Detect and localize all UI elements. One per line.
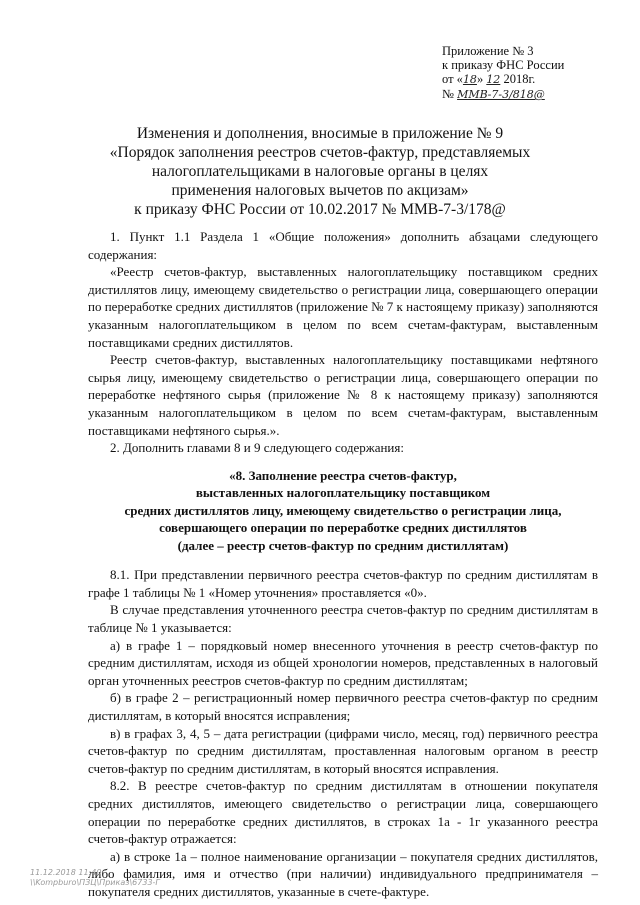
paragraph-4: 2. Дополнить главами 8 и 9 следующего содержания: <box>110 440 404 456</box>
footer-stamp <box>30 868 160 888</box>
section-paragraph-item-a-1a: а) в строке 1а – полное наименование организации – покупателя средних дистиллятов, либо фамилия, имя и отчество (при наличии) индивидуального предпринимателя – покупателя средних дистиллятов, указанные в счете-фактуре. <box>88 848 598 899</box>
paragraph-3: Реестр счетов-фактур, выставленных налогоплательщику поставщиками нефтяного сырья лицу, имеющему свидетельство о регистрации лица, совершающего операции по переработке нефтяного сырья (приложение № 8 к настоящему приказу) заполняются указанным налогоплательщиком в целом по всем счетам-фактурам, выставленным поставщиками нефтяного сырья.». <box>88 352 598 438</box>
section-heading-line: «8. Заполнение реестра счетов-фактур, <box>229 467 457 483</box>
section-heading-line: совершающего операции по переработке средних дистиллятов <box>159 520 527 536</box>
section-heading-line: выставленных налогоплательщику поставщиком <box>195 485 491 501</box>
date-mid: » <box>476 72 484 86</box>
title-line: Изменения и дополнения, вносимые в приложение № 9 <box>136 125 504 142</box>
section-heading-line: (далее – реестр счетов-фактур по средним дистиллятам) <box>177 537 509 553</box>
date-day: 18 <box>462 73 477 86</box>
paragraph-1: 1. Пункт 1.1 Раздела 1 «Общие положения» дополнить абзацами следующего содержания: <box>88 229 598 262</box>
title-line: налогоплательщиками в налоговые органы в целях <box>151 163 489 180</box>
title-line: к приказу ФНС России от 10.02.2017 № ММВ-7-3/178@ <box>134 201 506 218</box>
number-prefix: № <box>442 87 454 101</box>
section-paragraph-item-a: а) в графе 1 – порядковый номер внесенного уточнения в реестр счетов-фактур по средним дистиллятам, исходя из общей хронологии номеров, представленных в налоговый орган уточненных реестров счетов-фактур по средним дистиллятам; <box>88 637 598 688</box>
appendix-title: Приложение № 3 <box>442 44 534 58</box>
section-paragraph-item-v: в) в графах 3, 4, 5 – дата регистрации (цифрами число, месяц, год) первичного реестра счетов-фактур по средним дистиллятам, проставленная налоговым органом в реестр счетов-фактур по средним дистиллятам, в который вносятся исправления. <box>88 725 598 776</box>
document-title <box>60 124 580 219</box>
section-heading <box>88 467 598 555</box>
appendix-block <box>442 44 622 102</box>
paragraph-2: «Реестр счетов-фактур, выставленных налогоплательщику поставщиком средних дистиллятов лицу, имеющему свидетельство о регистрации лица, совершающего операции по переработке средних дистиллятов (приложение № 7 к настоящему приказу) заполняются указанным налогоплательщиком в целом по всем счетам-фактурам, выставленным поставщиками средних дистиллятов. <box>88 264 598 350</box>
footer-path: \\Kompburo\ПЗЦ\Приказ\6733-Г <box>30 878 160 887</box>
section-paragraph-item-b: б) в графе 2 – регистрационный номер первичного реестра счетов-фактур по средним дистиллятам, в который вносятся исправления; <box>88 690 598 723</box>
appendix-number <box>442 87 622 102</box>
footer-timestamp: 11.12.2018 11:40 <box>30 868 102 877</box>
date-year: 2018г. <box>503 72 536 86</box>
document-body <box>88 228 598 901</box>
section-paragraph: В случае представления уточненного реестра счетов-фактур по средним дистиллятам в таблице № 1 указывается: <box>88 602 598 635</box>
title-line: «Порядок заполнения реестров счетов-фактур, представляемых <box>109 144 531 161</box>
date-month: 12 <box>486 73 501 86</box>
date-prefix: от « <box>442 72 463 86</box>
appendix-order-ref: к приказу ФНС России <box>442 58 565 72</box>
appendix-date <box>442 72 622 87</box>
number-value: ММВ-7-3/818@ <box>457 88 545 101</box>
section-paragraph-8-2: 8.2. В реестре счетов-фактур по средним дистиллятам в отношении покупателя средних дистиллятов, имеющего свидетельство о регистрации лица, совершающего операции по переработке средних дистиллятов, в строках 1а - 1г указанного реестра счетов-фактур отражается: <box>88 778 598 847</box>
section-paragraph-8-1: 8.1. При представлении первичного реестра счетов-фактур по средним дистиллятам в графе 1 таблицы № 1 «Номер уточнения» проставляется «0». <box>88 567 598 600</box>
title-line: применения налоговых вычетов по акцизам» <box>171 182 469 199</box>
section-heading-line: средних дистиллятов лицу, имеющему свидетельство о регистрации лица, <box>124 502 562 518</box>
